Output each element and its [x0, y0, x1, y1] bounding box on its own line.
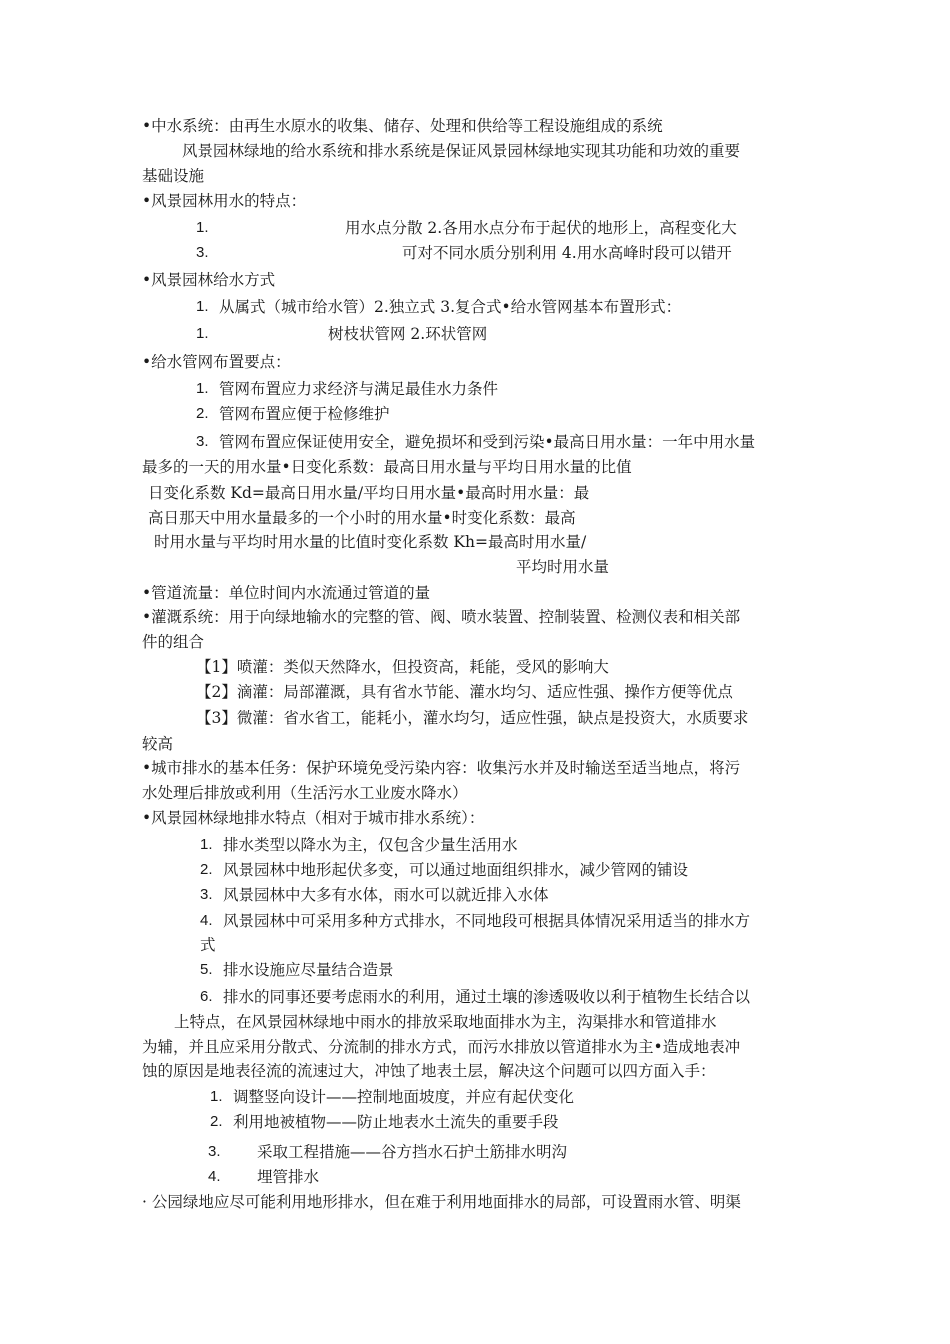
paragraph-sprinkler: 【1】喷灌：类似天然降水，但投资高，耗能，受风的影响大	[196, 658, 609, 676]
list-item: 管网布置应力求经济与满足最佳水力条件	[219, 380, 499, 398]
list-number: 3.	[200, 886, 213, 903]
paragraph-micro-irrigation-cont: 较高	[142, 735, 174, 753]
list-item: 埋管排水	[257, 1168, 320, 1186]
list-number: 1.	[196, 380, 209, 397]
heading-water-use-features: •风景园林用水的特点：	[142, 192, 307, 210]
list-item: 管网布置应便于检修维护	[219, 405, 390, 423]
paragraph-cont: 平均时用水量	[516, 558, 610, 576]
list-number: 3.	[196, 433, 209, 450]
list-item: 排水的同事还要考虑雨水的利用，通过土壤的渗透吸收以利于植物生长结合以	[223, 988, 751, 1006]
list-item: 用水点分散 2.各用水点分布于起伏的地形上，高程变化大	[345, 219, 737, 237]
list-number: 1.	[200, 836, 213, 853]
heading-water-supply-modes: •风景园林给水方式	[142, 271, 276, 289]
list-item: 调整竖向设计——控制地面坡度，并应有起伏变化	[233, 1088, 575, 1106]
list-item: 排水类型以降水为主，仅包含少量生活用水	[223, 836, 518, 854]
list-number: 4.	[200, 912, 213, 929]
list-item: 风景园林中大多有水体，雨水可以就近排入水体	[223, 886, 549, 904]
paragraph-cont: 上特点，在风景园林绿地中雨水的排放采取地面排水为主，沟渠排水和管道排水	[174, 1013, 717, 1031]
paragraph-cont: 高日那天中用水量最多的一个小时的用水量•时变化系数：最高	[148, 509, 576, 527]
heading-drainage-features: •风景园林绿地排水特点（相对于城市排水系统）：	[142, 809, 485, 827]
paragraph-park-drainage: · 公园绿地应尽可能利用地形排水，但在难于利用地面排水的局部，可设置雨水管、明渠	[142, 1193, 741, 1211]
list-number: 2.	[210, 1113, 223, 1130]
list-item: 可对不同水质分别利用 4.用水高峰时段可以错开	[402, 244, 732, 262]
paragraph-cont: 为辅，并且应采用分散式、分流制的排水方式，而污水排放以管道排水为主•造成地表冲	[142, 1038, 741, 1056]
list-number: 1.	[196, 298, 209, 315]
paragraph-reclaimed-water-system: •中水系统：由再生水原水的收集、储存、处理和供给等工程设施组成的系统	[142, 117, 663, 135]
paragraph-pipe-flow: •管道流量：单位时间内水流通过管道的量	[142, 584, 431, 602]
list-number: 5.	[200, 961, 213, 978]
paragraph-irrigation-system-cont: 件的组合	[142, 633, 205, 651]
paragraph-drip: 【2】滴灌：局部灌溉，具有省水节能、灌水均匀、适应性强、操作方便等优点	[196, 683, 733, 701]
list-number: 1.	[196, 219, 209, 236]
paragraph-cont: 日变化系数 Kd=最高日用水量/平均日用水量•最高时用水量：最	[148, 484, 590, 502]
list-number: 1.	[210, 1088, 223, 1105]
paragraph-irrigation-system: •灌溉系统：用于向绿地输水的完整的管、阀、喷水装置、控制装置、检测仪表和相关部	[142, 608, 741, 626]
heading-pipe-layout-points: •给水管网布置要点：	[142, 353, 291, 371]
paragraph-micro-irrigation: 【3】微灌：省水省工，能耗小，灌水均匀，适应性强，缺点是投资大，水质要求	[196, 709, 749, 727]
list-item: 排水设施应尽量结合造景	[223, 961, 394, 979]
list-item: 从属式（城市给水管）2.独立式 3.复合式•给水管网基本布置形式：	[219, 298, 682, 316]
list-item: 风景园林中地形起伏多变，可以通过地面组织排水，减少管网的铺设	[223, 861, 689, 879]
paragraph-urban-drainage-cont: 水处理后排放或利用（生活污水工业废水降水）	[142, 784, 468, 802]
paragraph-intro-cont: 基础设施	[142, 167, 205, 185]
list-number: 3.	[208, 1143, 221, 1160]
list-number: 4.	[208, 1168, 221, 1185]
list-item-cont: 式	[200, 936, 216, 954]
list-number: 3.	[196, 244, 209, 261]
list-item: 风景园林中可采用多种方式排水，不同地段可根据具体情况采用适当的排水方	[223, 912, 751, 930]
list-item: 利用地被植物——防止地表水土流失的重要手段	[233, 1113, 559, 1131]
list-item: 管网布置应保证使用安全，避免损坏和受到污染•最高日用水量：一年中用水量	[219, 433, 756, 451]
list-number: 6.	[200, 988, 213, 1005]
list-item: 树枝状管网 2.环状管网	[328, 325, 488, 343]
list-number: 2.	[196, 405, 209, 422]
paragraph-cont: 蚀的原因是地表径流的流速过大，冲蚀了地表土层，解决这个问题可以四方面入手：	[142, 1062, 716, 1080]
paragraph-urban-drainage: •城市排水的基本任务：保护环境免受污染内容：收集污水并及时输送至适当地点，将污	[142, 759, 741, 777]
list-number: 2.	[200, 861, 213, 878]
paragraph-intro: 风景园林绿地的给水系统和排水系统是保证风景园林绿地实现其功能和功效的重要	[182, 142, 741, 160]
list-number: 1.	[196, 325, 209, 342]
paragraph-cont: 最多的一天的用水量•日变化系数：最高日用水量与平均日用水量的比值	[142, 458, 632, 476]
list-item: 采取工程措施——谷方挡水石护土筋排水明沟	[257, 1143, 568, 1161]
paragraph-cont: 时用水量与平均时用水量的比值时变化系数 Kh=最高时用水量/	[154, 533, 587, 551]
